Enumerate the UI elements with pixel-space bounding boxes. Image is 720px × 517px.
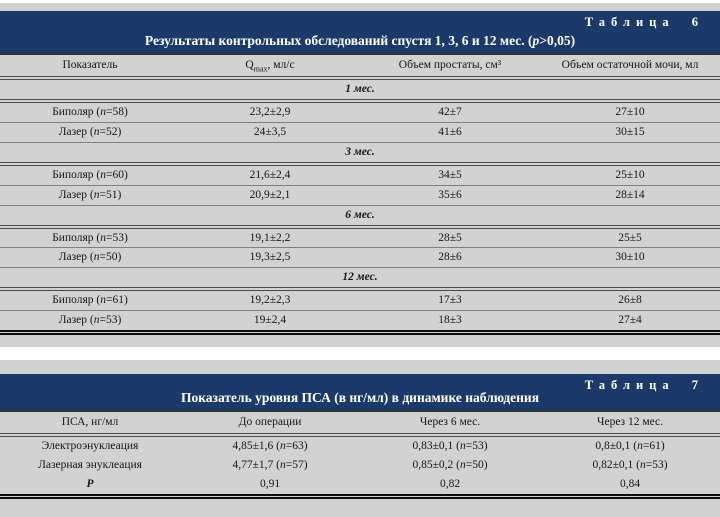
cell-prostate-volume: 41±6	[360, 122, 540, 142]
cell-residual-urine: 30±10	[540, 248, 720, 268]
cell-qmax: 23,2±2,9	[180, 101, 360, 122]
section-row-1mes	[0, 78, 720, 101]
cell-prostate-volume: 18±3	[438, 314, 462, 327]
table6-card	[0, 3, 720, 347]
table-row	[0, 248, 720, 268]
row-label: Электроэнуклеация	[41, 440, 139, 453]
table6-body	[0, 78, 720, 333]
section-row-6mes	[0, 205, 720, 226]
cell-psa-12mo: 0,82±0,1 (n=53)	[592, 459, 668, 472]
cell-psa-before: 4,85±1,6 (n=63)	[232, 440, 308, 453]
section-label: 6 мес.	[0, 205, 720, 226]
row-label: Лазер (n=53)	[58, 314, 122, 327]
table-row	[0, 101, 720, 122]
cell-qmax: 19,2±2,3	[180, 289, 360, 310]
row-label: Биполяр (n=53)	[0, 227, 180, 248]
qmax-units: , мл/с	[267, 59, 295, 71]
table6	[0, 53, 720, 335]
col-header-psa: ПСА, нг/мл	[0, 411, 180, 435]
row-label: P	[86, 478, 94, 490]
row-label: Биполяр (n=61)	[0, 289, 180, 310]
table7-header-row	[0, 411, 720, 435]
cell-residual-urine: 28±14	[540, 185, 720, 205]
table7-card	[0, 360, 720, 517]
section-label: 3 мес.	[0, 142, 720, 163]
section-label: 1 мес.	[0, 78, 720, 101]
cell-psa-6mo: 0,85±0,2 (n=50)	[412, 459, 488, 472]
cell-residual-urine: 27±4	[618, 314, 642, 327]
cell-p-6mo: 0,82	[439, 478, 461, 490]
cell-residual-urine: 30±15	[540, 122, 720, 142]
row-label: Лазер (n=52)	[0, 122, 180, 142]
row-label: Биполяр (n=58)	[0, 101, 180, 122]
col-header-after-12mo: Через 12 мес.	[540, 411, 720, 435]
col-header-after-6mo: Через 6 мес.	[360, 411, 540, 435]
table6-tag: Таблица 6	[584, 15, 704, 29]
cell-prostate-volume: 34±5	[360, 164, 540, 185]
table6-header-band	[0, 11, 720, 53]
col-header-before-surgery: До операции	[180, 411, 360, 435]
table7-header-band	[0, 374, 720, 410]
row-label: Лазер (n=51)	[0, 185, 180, 205]
section-label: 12 мес.	[0, 268, 720, 289]
cell-qmax: 20,9±2,1	[180, 185, 360, 205]
table-row	[0, 456, 720, 475]
cell-qmax: 19,1±2,2	[180, 227, 360, 248]
p-value-row	[0, 475, 720, 496]
col-header-residual-urine: Объем остаточной мочи, мл	[540, 54, 720, 78]
table-row	[0, 164, 720, 185]
row-label: Лазерная энуклеация	[38, 459, 142, 472]
cell-residual-urine: 26±8	[540, 289, 720, 310]
section-row-12mes	[0, 268, 720, 289]
table7	[0, 410, 720, 499]
cell-psa-before: 4,77±1,7 (n=57)	[232, 459, 308, 472]
col-header-qmax	[180, 54, 360, 78]
table7-title: Показатель уровня ПСА (в нг/мл) в динамике наблюдения	[180, 390, 540, 406]
table7-head	[0, 411, 720, 435]
table-row	[0, 122, 720, 142]
row-label: Биполяр (n=60)	[0, 164, 180, 185]
cell-residual-urine: 27±10	[540, 101, 720, 122]
table6-title: Результаты контрольных обследований спустя 1, 3, 6 и 12 мес. (p>0,05)	[144, 33, 576, 48]
cell-prostate-volume: 42±7	[360, 101, 540, 122]
qmax-base: Q	[245, 59, 254, 71]
table-row	[0, 185, 720, 205]
cell-prostate-volume: 35±6	[360, 185, 540, 205]
cell-p-before: 0,91	[259, 478, 281, 490]
table-row	[0, 289, 720, 310]
cell-psa-6mo: 0,83±0,1 (n=53)	[412, 440, 488, 453]
table7-body	[0, 435, 720, 496]
table-row	[0, 311, 720, 333]
cell-qmax: 24±3,5	[180, 122, 360, 142]
table6-header-row	[0, 54, 720, 78]
cell-residual-urine: 25±5	[540, 227, 720, 248]
cell-psa-12mo: 0,8±0,1 (n=61)	[595, 440, 665, 453]
section-row-3mes	[0, 142, 720, 163]
cell-qmax: 19,3±2,5	[180, 248, 360, 268]
cell-qmax: 19±2,4	[253, 314, 287, 327]
qmax-subscript: max	[253, 64, 268, 74]
cell-prostate-volume: 28±6	[360, 248, 540, 268]
cell-prostate-volume: 28±5	[360, 227, 540, 248]
table-row	[0, 435, 720, 456]
table-row	[0, 227, 720, 248]
cell-prostate-volume: 17±3	[360, 289, 540, 310]
between-tables-gap	[0, 347, 720, 360]
row-label: Лазер (n=50)	[0, 248, 180, 268]
cell-p-12mo: 0,84	[619, 478, 641, 490]
col-header-prostate-volume: Объем простаты, см³	[360, 54, 540, 78]
table7-tag: Таблица 7	[584, 378, 704, 393]
table6-head	[0, 54, 720, 78]
cell-qmax: 21,6±2,4	[180, 164, 360, 185]
col-header-pokazatel: Показатель	[0, 54, 180, 78]
cell-residual-urine: 25±10	[540, 164, 720, 185]
